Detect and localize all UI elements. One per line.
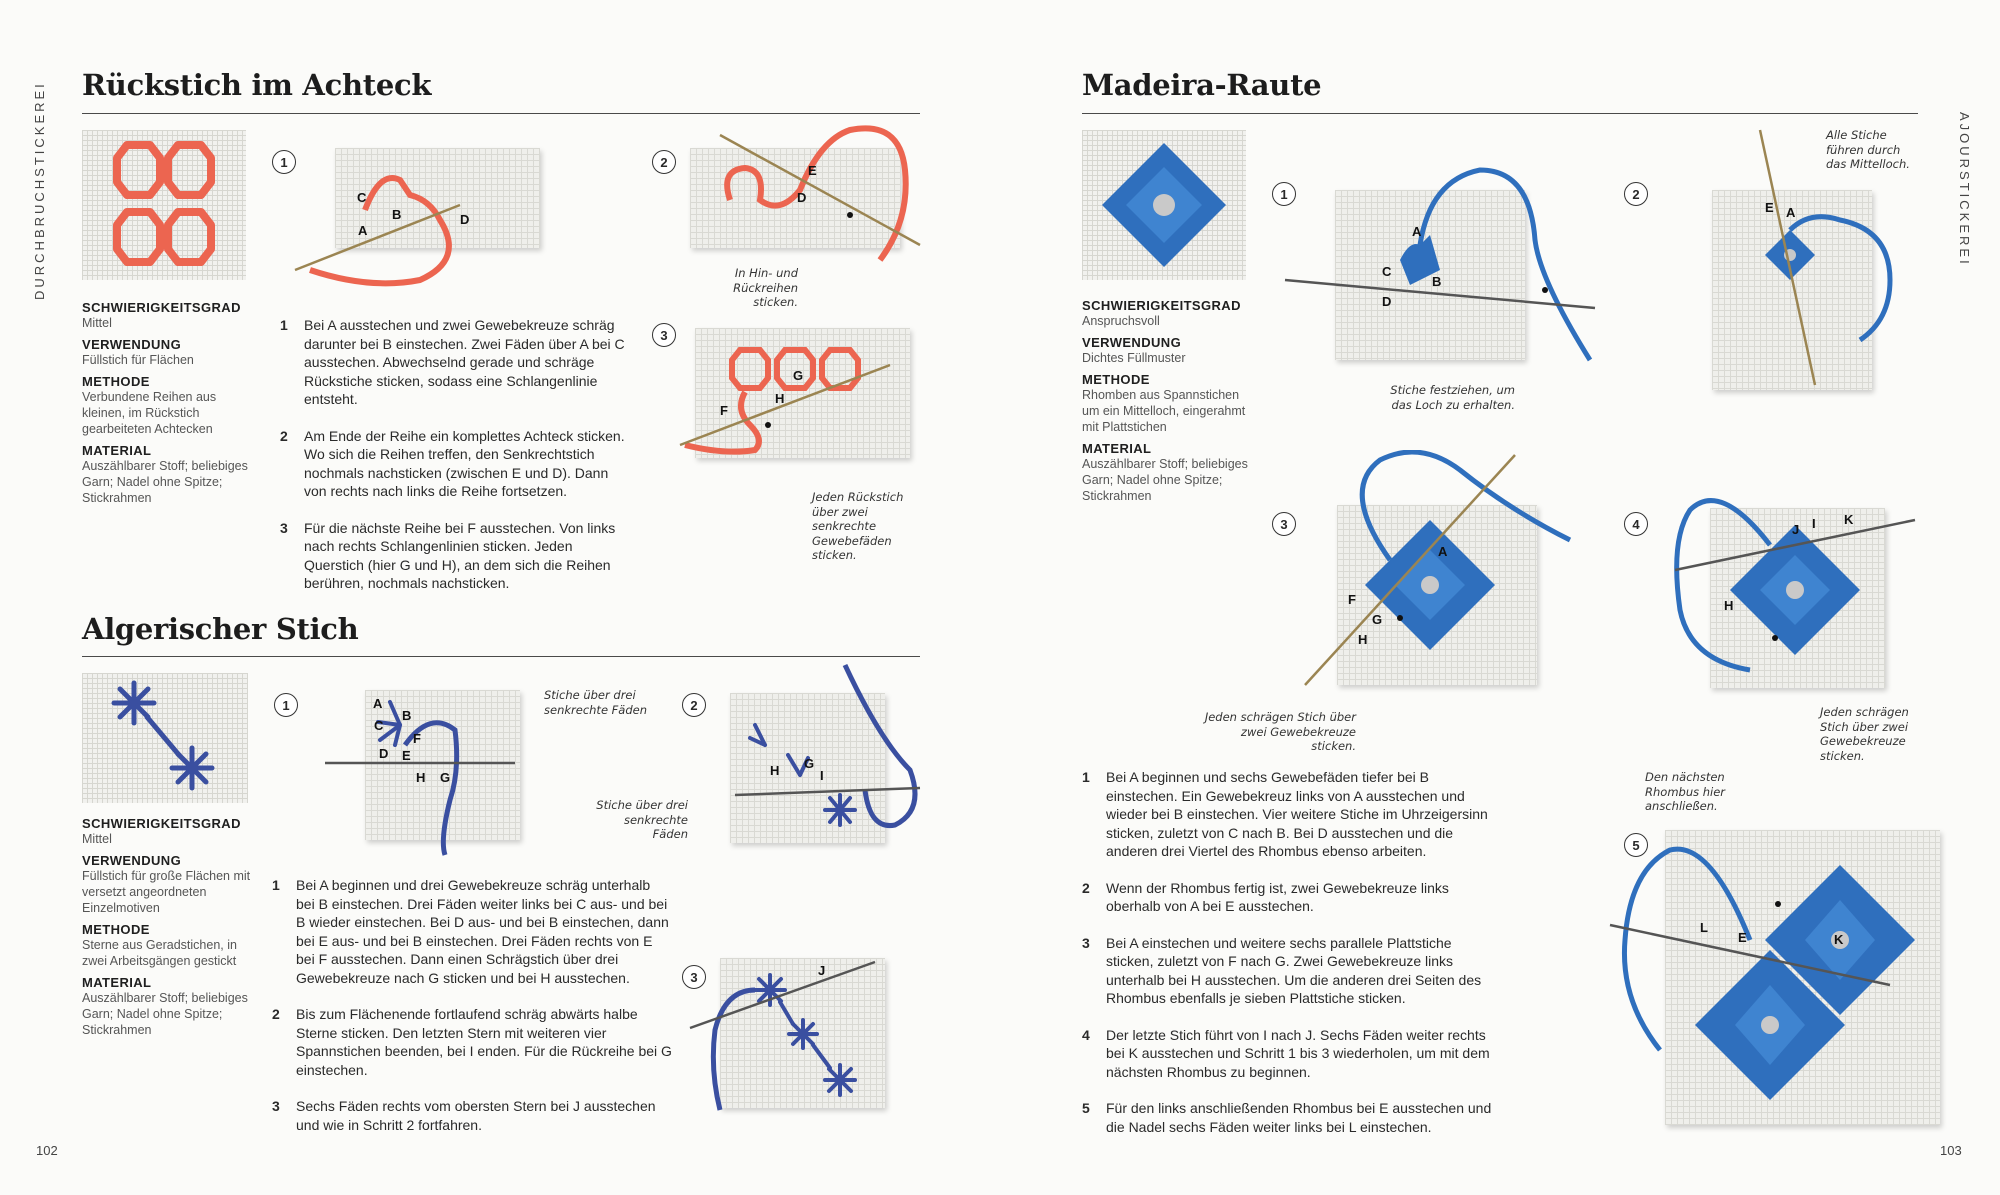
step-text: Am Ende der Reihe ein komplettes Achteck sticken. Wo sich die Reihen treffen, den Senkrechtstich nochmals nachsticken (zwischen E und D). Dann von rechts nach links die Reihe fortsetzen. [304,427,625,499]
info-label: VERWENDUNG [82,337,182,352]
algerisch-info-block [82,810,252,1038]
step-circle: 5 [1624,833,1648,857]
rueckstich-sample-photo [82,130,246,280]
letter-e: E [808,163,817,178]
step-item [280,316,630,409]
step-item [272,1005,672,1079]
madeira-illustration-5 [1600,820,1950,1130]
step-number: 3 [272,1098,280,1114]
letter-c: C [374,718,384,733]
letter-d: D [460,212,470,227]
step-text: Bei A beginnen und drei Gewebekreuze schräg unterhalb bei B einstechen. Drei Fäden weiter links bei C aus- und bei B wieder einstechen. Bei D aus- und bei B einstechen, dann bei E aus- und bei B einstechen. Drei Fäden rechts von E bei F ausstechen. Dann einen Schrägstich über drei Gewebekreuze nach G sticken und bei H ausstechen. [296,877,669,986]
callout-madeira-4: Jeden schrägen Stich über zwei Gewebekreuze sticken. [1820,705,1909,763]
letter-a: A [1786,205,1796,220]
letter-k: K [1834,932,1844,947]
step-item [1082,1099,1492,1136]
step-item [272,876,672,987]
letter-g: G [804,756,815,771]
step-text: Bei A einstechen und weitere sechs parallele Plattstiche sticken, zuletzt von F nach G. Zwei Gewebekreuze links unterhalb bei H ausstechen. Um die anderen drei Seiten des Rhombus ebenfalls je sieben Plattstiche sticken. [1106,934,1482,1006]
step-number: 3 [280,519,288,536]
step-text: Bis zum Flächenende fortlaufend schräg abwärts halbe Sterne sticken. Den letzten Stern mit weiteren vier Spannstichen beenden, bei I enden. Für die Rückreihe bei G einstechen. [296,1006,672,1078]
callout-madeira-3: Jeden schrägen Stich über zwei Gewebekreuze sticken. [1204,710,1356,753]
info-label: METHODE [1082,372,1150,387]
info-value: Mittel [82,316,112,330]
step-circle: 2 [652,150,676,174]
info-label: METHODE [82,922,150,937]
letter-j: J [818,963,826,978]
callout-algerisch-2: Stiche über drei senkrechte Fäden [596,798,688,841]
step-number: 1 [1082,769,1090,785]
info-label: MATERIAL [82,975,152,990]
letter-h: H [1358,632,1368,647]
info-value: Auszählbarer Stoff; beliebiges Garn; Nadel ohne Spitze; Stickrahmen [1082,457,1248,503]
step-circle: 4 [1624,512,1648,536]
letter-d: D [1382,294,1392,309]
step-circle: 1 [1272,182,1296,206]
info-value: Dichtes Füllmuster [1082,351,1186,365]
step-circle: 1 [274,693,298,717]
section-title-madeira: Madeira-Raute [1082,68,1322,102]
letter-e: E [402,748,411,763]
madeira-illustration-4 [1660,470,1920,700]
callout-algerisch-1: Stiche über drei senkrechte Fäden [544,688,647,717]
section-title-algerisch: Algerischer Stich [82,612,359,646]
info-value: Füllstich für Flächen [82,353,194,367]
algerisch-illustration-1 [320,690,540,860]
info-value: Anspruchsvoll [1082,314,1160,328]
info-label: MATERIAL [1082,441,1152,456]
step-circle: 3 [1272,512,1296,536]
letter-c: C [1382,264,1392,279]
step-text: Bei A beginnen und sechs Gewebefäden tiefer bei B einstechen. Ein Gewebekreuz links von A ausstechen und wieder bei B einstechen. Vier weitere Stiche im Uhrzeigersinn sticken, zuletzt von C nach B. Bei D ausstechen und die anderen drei Viertel des Rhombus ebenso arbeiten. [1106,769,1488,859]
step-number: 2 [280,427,288,444]
letter-b: B [1432,274,1442,289]
madeira-sample-photo [1082,130,1246,280]
step-number: 5 [1082,1100,1090,1116]
callout-madeira-2: Stiche festziehen, um das Loch zu erhalten. [1390,383,1515,412]
letter-h: H [416,770,426,785]
letter-a: A [373,696,383,711]
letter-d: D [379,746,389,761]
madeira-illustration-3 [1300,450,1590,700]
info-value: Sterne aus Geradstichen, in zwei Arbeitsgängen gestickt [82,938,237,968]
letter-i: I [1812,516,1816,531]
madeira-steps [1082,768,1492,1136]
step-circle: 2 [1624,182,1648,206]
letter-f: F [413,731,421,746]
step-item [272,1097,672,1134]
info-label: SCHWIERIGKEITSGRAD [1082,298,1241,313]
callout-rueckstich-1: In Hin- und Rückreihen sticken. [733,266,798,309]
step-item [1082,1026,1492,1082]
algerisch-sample-photo [82,673,248,803]
letter-d: D [797,190,807,205]
rueckstich-steps [280,316,630,593]
side-label-right: AJOURSTICKEREI [1957,112,1972,267]
letter-g: G [440,770,451,785]
step-number: 2 [272,1006,280,1022]
letter-e: E [1765,200,1774,215]
step-item [280,519,630,593]
letter-a: A [358,223,368,238]
letter-i: I [820,768,824,783]
step-text: Für den links anschließenden Rhombus bei E ausstechen und die Nadel sechs Fäden weiter links bei L einstechen. [1106,1100,1492,1135]
step-text: Für die nächste Reihe bei F ausstechen. Von links nach rechts Schlangenlinien sticken. Jeden Querstich (hier G und H), an dem sich die Reihen berühren, nochmals nachsticken. [304,519,616,591]
algerisch-steps [272,876,672,1134]
title-rule [1082,113,1918,114]
step-number: 1 [272,877,280,893]
algerisch-illustration-3 [685,950,895,1120]
info-value: Verbundene Reihen aus kleinen, im Rückstich gearbeiteten Achtecken [82,390,217,436]
letter-f: F [1348,592,1356,607]
info-value: Auszählbarer Stoff; beliebiges Garn; Nadel ohne Spitze; Stickrahmen [82,459,248,505]
algerisch-illustration-2 [720,660,930,860]
section-title-rueckstich: Rückstich im Achteck [82,68,432,102]
letter-g: G [793,368,804,383]
step-item [280,427,630,501]
title-rule [82,113,920,114]
letter-c: C [357,190,367,205]
step-number: 2 [1082,879,1090,896]
letter-b: B [402,708,412,723]
info-value: Füllstich für große Flächen mit versetzt angeordneten Einzelmotiven [82,869,251,915]
step-circle: 3 [682,965,706,989]
letter-j: J [1792,522,1800,537]
step-circle: 2 [682,693,706,717]
info-label: METHODE [82,374,150,389]
step-number: 3 [1082,934,1090,951]
madeira-illustration-1 [1280,160,1610,380]
step-circle: 3 [652,323,676,347]
step-number: 1 [280,317,288,333]
page-number-left: 102 [36,1143,58,1158]
info-label: VERWENDUNG [1082,335,1182,350]
callout-madeira-1: Alle Stiche führen durch das Mittelloch. [1826,128,1910,171]
info-label: SCHWIERIGKEITSGRAD [82,300,241,315]
letter-e: E [1738,930,1747,945]
title-rule [82,656,920,657]
callout-madeira-5: Den nächsten Rhombus hier anschließen. [1645,770,1726,813]
step-item [1082,768,1492,861]
letter-l: L [1700,920,1708,935]
madeira-info-block [1082,292,1252,504]
info-label: MATERIAL [82,443,152,458]
step-text: Der letzte Stich führt von I nach J. Sechs Fäden weiter rechts bei K ausstechen und Schritt 1 bis 3 wiederholen, um mit dem nächsten Rhombus zu beginnen. [1106,1026,1490,1080]
letter-h: H [1724,598,1734,613]
step-text: Sechs Fäden rechts vom obersten Stern bei J ausstechen und wie in Schritt 2 fortfahren. [296,1098,656,1133]
letter-h: H [775,391,785,406]
callout-rueckstich-2: Jeden Rückstich über zwei senkrechte Gewebefäden sticken. [812,490,904,562]
info-label: SCHWIERIGKEITSGRAD [82,816,241,831]
rueckstich-illustration-1 [290,140,560,290]
step-text: Bei A ausstechen und zwei Gewebekreuze schräg darunter bei B einstechen. Zwei Fäden über A bei C ausstechen. Abwechselnd gerade und schräge Rückstiche sticken, sodass eine Schlangenlinie entsteht. [304,317,625,407]
letter-b: B [392,207,402,222]
letter-f: F [720,403,728,418]
info-value: Rhomben aus Spannstichen um ein Mittelloch, eingerahmt mit Plattstichen [1082,388,1246,434]
info-value: Mittel [82,832,112,846]
side-label-left: DURCHBRUCHSTICKEREI [32,81,47,300]
letter-h: H [770,763,780,778]
letter-k: K [1844,512,1854,527]
rueckstich-illustration-3 [665,330,925,470]
info-label: VERWENDUNG [82,853,182,868]
rueckstich-illustration-2 [690,120,930,290]
letter-a: A [1412,224,1422,239]
step-item [1082,879,1492,916]
step-circle: 1 [272,150,296,174]
letter-g: G [1372,612,1383,627]
info-value: Auszählbarer Stoff; beliebiges Garn; Nadel ohne Spitze; Stickrahmen [82,991,248,1037]
step-text: Wenn der Rhombus fertig ist, zwei Gewebekreuze links oberhalb von A bei E ausstechen. [1106,879,1449,914]
rueckstich-info-block [82,294,252,506]
page-number-right: 103 [1940,1143,1962,1158]
letter-a: A [1438,544,1448,559]
step-number: 4 [1082,1026,1090,1043]
step-item [1082,934,1492,1008]
